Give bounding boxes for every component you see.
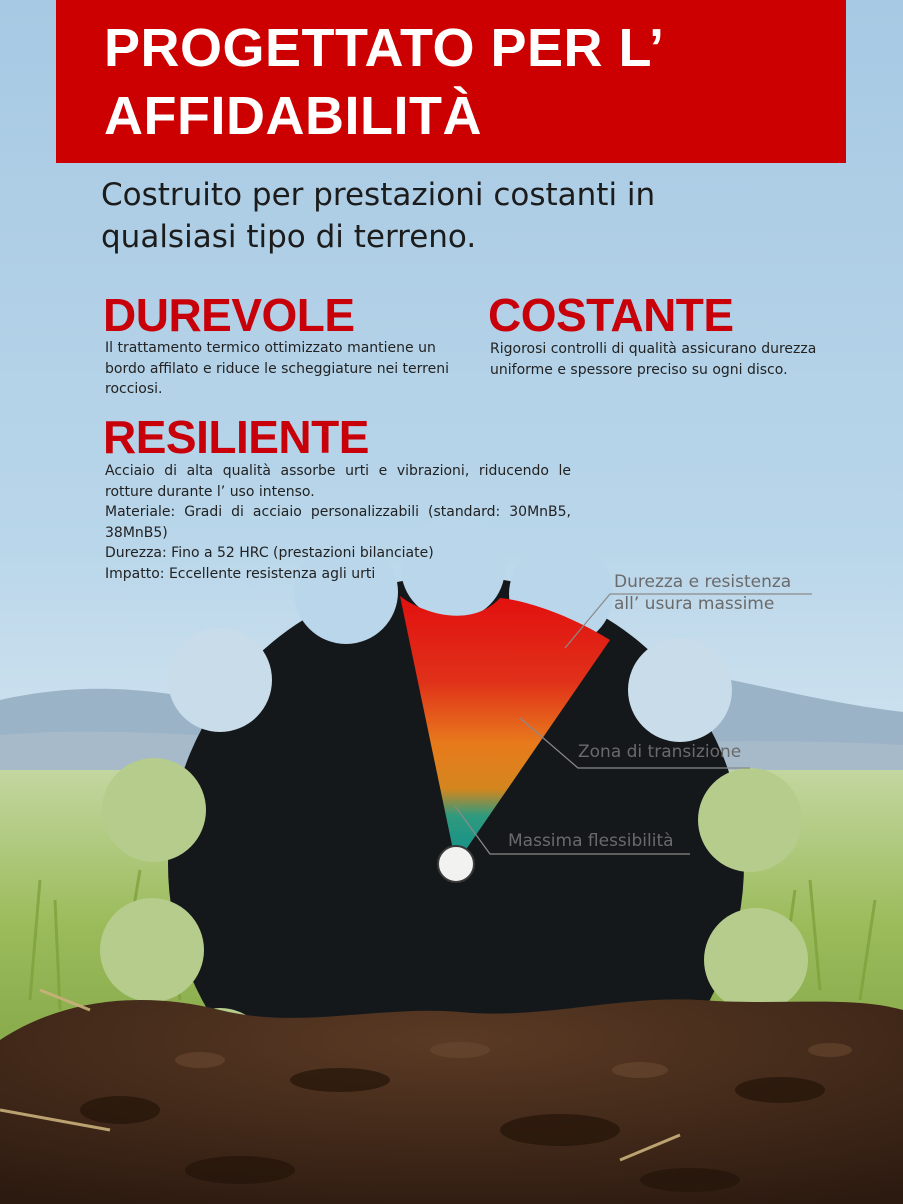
feature-details-resiliente	[105, 461, 571, 584]
page-subtitle: Costruito per prestazioni costanti in qualsiasi tipo di terreno.	[101, 177, 656, 255]
feature-text-costante: Rigorosi controlli di qualità assicurano durezza uniforme e spessore preciso su ogni disco.	[490, 341, 817, 378]
page-title: PROGETTATO PER L’ AFFIDABILITÀ	[104, 18, 662, 146]
resiliente-materiale: Materiale: Gradi di acciaio personalizzabili (standard: 30MnB5, 38MnB5)	[105, 504, 571, 541]
feature-text-durevole: Il trattamento termico ottimizzato mantiene un bordo affilato e riduce le scheggiature nei terreni rocciosi.	[105, 340, 449, 397]
feature-title-costante: COSTANTE	[488, 289, 734, 341]
callout-hardness: Durezza e resistenza all’ usura massime	[614, 572, 792, 614]
callout-flexibility: Massima flessibilità	[508, 831, 674, 851]
resiliente-impatto: Impatto: Eccellente resistenza agli urti	[105, 565, 376, 582]
callout-transition: Zona di transizione	[578, 742, 742, 762]
resiliente-description: Acciaio di alta qualità assorbe urti e vibrazioni, riducendo le rotture durante l’ uso intenso.	[105, 463, 571, 500]
feature-title-durevole: DUREVOLE	[103, 289, 355, 341]
resiliente-durezza: Durezza: Fino a 52 HRC (prestazioni bilanciate)	[105, 545, 434, 561]
feature-title-resiliente: RESILIENTE	[103, 411, 369, 463]
